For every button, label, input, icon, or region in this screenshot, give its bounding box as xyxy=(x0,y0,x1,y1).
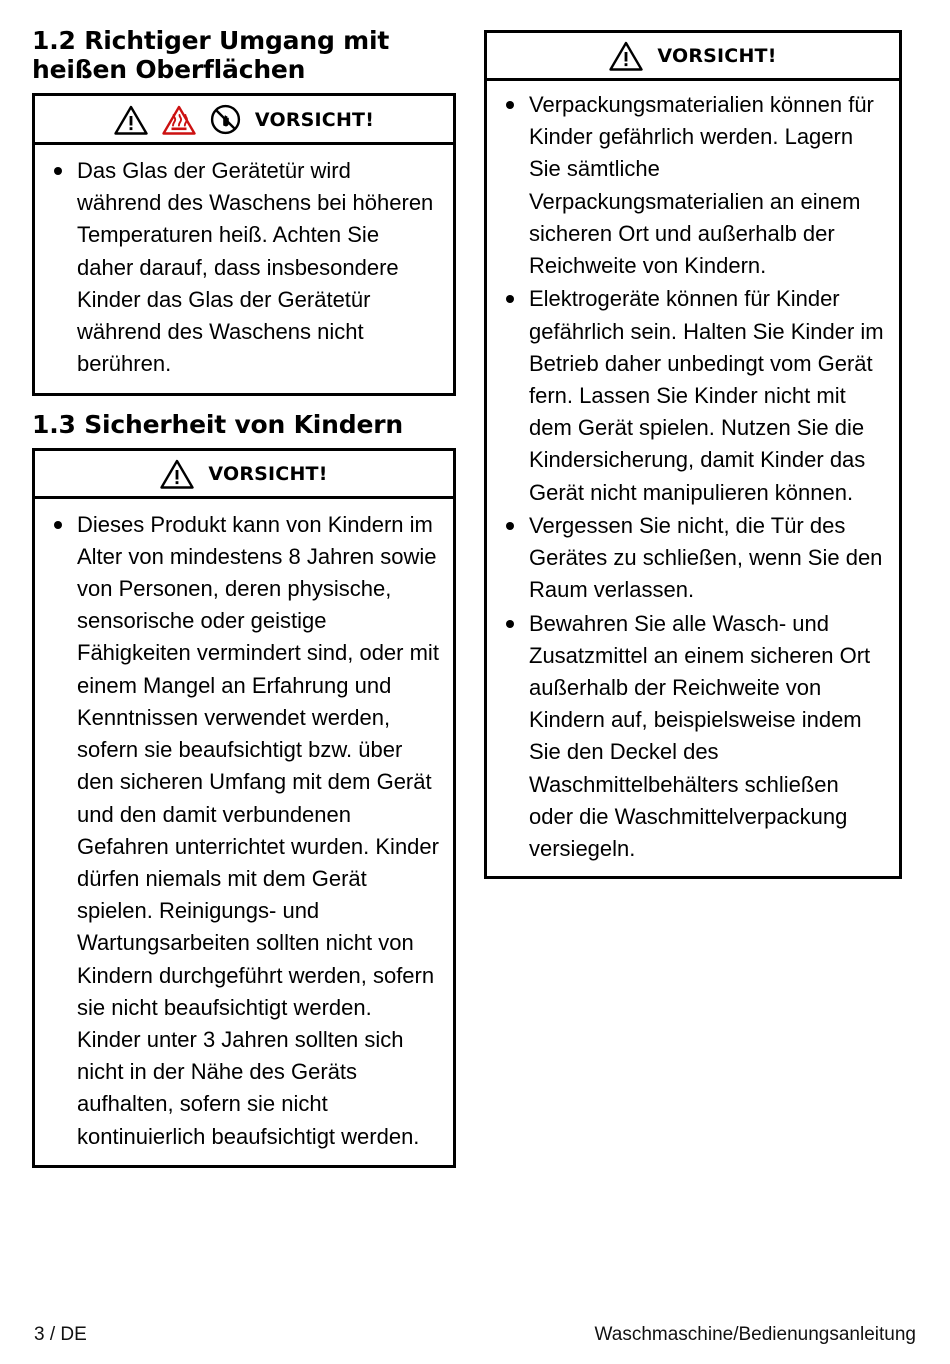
list-item: Verpackungsmaterialien können für Kinder gefährlich werden. Lagern Sie sämtliche Verpackungsmaterialien an einem sicheren Ort und außerhalb der Reichweite von Kindern. xyxy=(499,89,887,282)
warning-box-children-packaging xyxy=(484,30,902,879)
list-item: Dieses Produkt kann von Kindern im Alter von mindestens 8 Jahren sowie von Personen, deren physische, sensorische oder geistige Fähigkeiten vermindert sind, oder mit einem Mangel an Erfahrung und Kenntnissen verwendet werden, sofern sie beaufsichtigt bzw. über den sicheren Umfang mit dem Gerät und den damit verbundenen Gefahren unterrichtet wurden. Kinder dürfen niemals mit dem Gerät spielen. Reinigungs- und Wartungsarbeiten sollten nicht von Kindern durchgeführt werden, sofern sie nicht beaufsichtigt werden. Kinder unter 3 Jahren sollten sich nicht in der Nähe des Geräts aufhalten, sofern sie nicht kontinuierlich beaufsichtigt werden. xyxy=(47,509,441,1153)
warning-box-hot-surfaces xyxy=(32,93,456,396)
right-column xyxy=(484,30,902,885)
warning-label: VORSICHT! xyxy=(657,45,777,67)
left-column xyxy=(32,26,456,1174)
footer-page-number: 3 / DE xyxy=(34,1324,87,1345)
list-item: Vergessen Sie nicht, die Tür des Gerätes zu schließen, wenn Sie den Raum verlassen. xyxy=(499,510,887,607)
warning-header xyxy=(35,96,453,145)
section-title-1-3: 1.3 Sicherheit von Kindern xyxy=(32,409,403,439)
warning-body xyxy=(35,145,453,393)
list-item: Das Glas der Gerätetür wird während des Waschens bei höheren Temperaturen heiß. Achten Sie daher darauf, dass insbesondere Kinder das Glas der Gerätetür während des Waschens nicht berühren. xyxy=(47,155,441,381)
warning-label: VORSICHT! xyxy=(208,462,328,485)
warning-body xyxy=(487,81,899,876)
warning-triangle-icon xyxy=(609,41,643,71)
warning-icon-group xyxy=(114,104,241,135)
hot-surface-icon xyxy=(162,105,196,135)
warning-bullet-list xyxy=(47,509,441,1153)
page-footer xyxy=(0,1300,950,1364)
warning-bullet-list xyxy=(47,155,441,381)
warning-body xyxy=(35,499,453,1165)
warning-header xyxy=(487,33,899,81)
warning-triangle-icon xyxy=(160,459,194,489)
do-not-touch-icon xyxy=(210,104,241,135)
footer-manual-title: Waschmaschine/Bedienungsanleitung xyxy=(594,1324,916,1345)
list-item: Elektrogeräte können für Kinder gefährlich sein. Halten Sie Kinder im Betrieb daher unbedingt vom Gerät fern. Lassen Sie Kinder nicht mit dem Gerät spielen. Nutzen Sie die Kindersicherung, damit Kinder das Gerät nicht manipulieren können. xyxy=(499,283,887,509)
list-item: Bewahren Sie alle Wasch- und Zusatzmittel an einem sicheren Ort außerhalb der Reichweite von Kindern auf, beispielsweise indem Sie den Deckel des Waschmittelbehälters schließen oder die Waschmittelverpackung versiegeln. xyxy=(499,608,887,866)
warning-label: VORSICHT! xyxy=(254,108,375,131)
warning-bullet-list xyxy=(499,89,887,865)
warning-triangle-icon xyxy=(114,105,148,135)
section-title-1-2: 1.2 Richtiger Umgang mit heißen Oberflächen xyxy=(32,26,390,84)
warning-header xyxy=(35,451,453,499)
warning-box-child-safety xyxy=(32,448,456,1168)
